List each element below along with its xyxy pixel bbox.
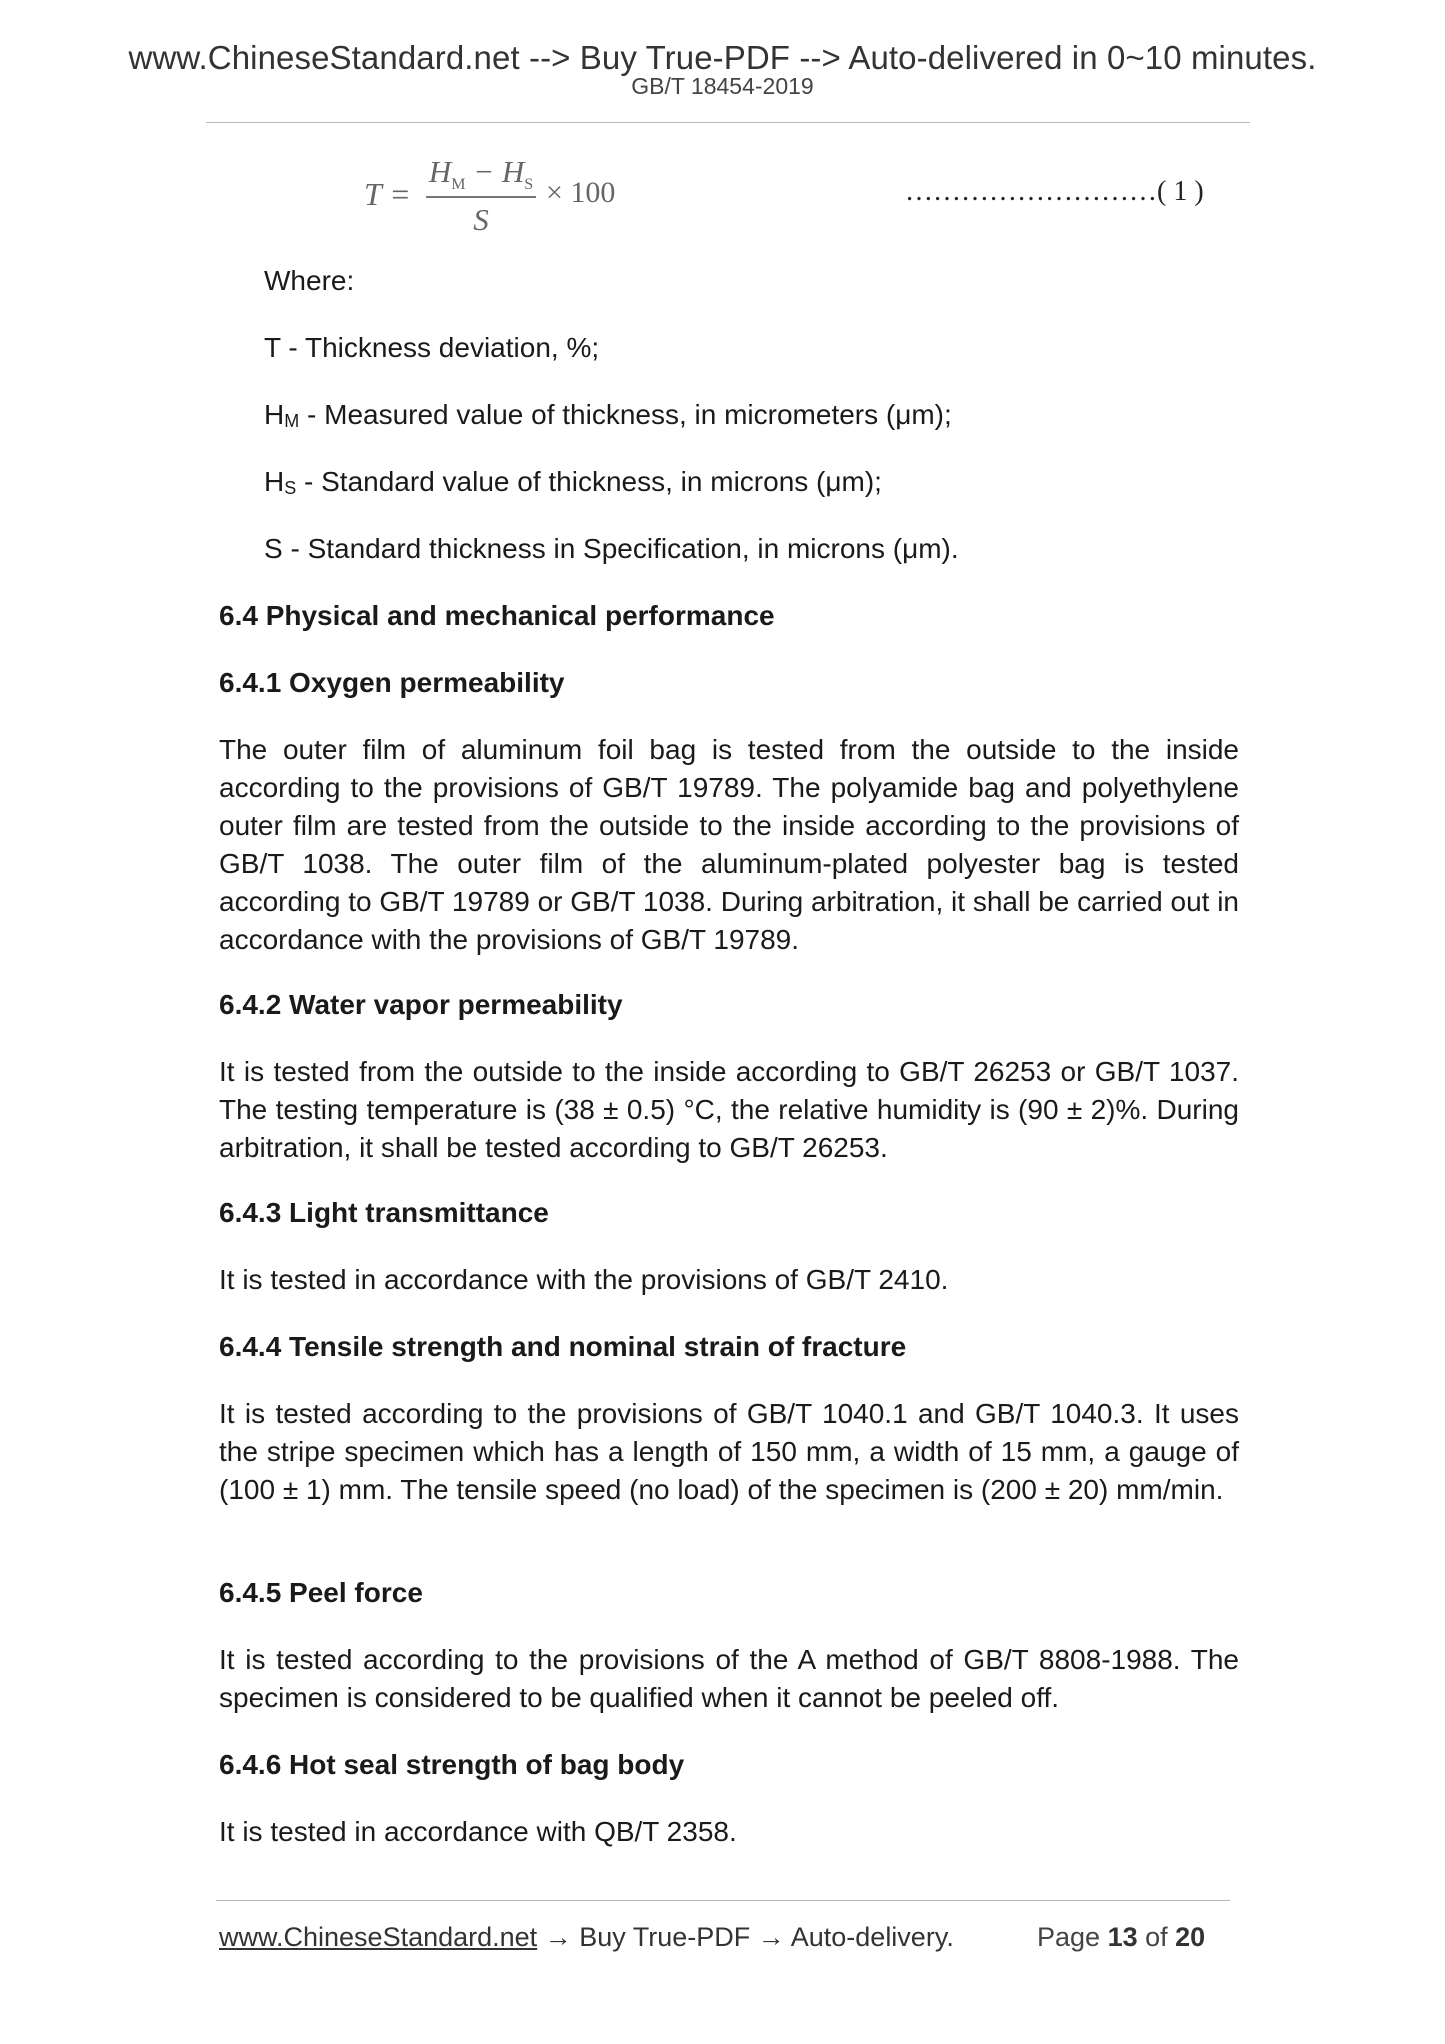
section-heading-6-4-1: 6.4.1 Oxygen permeability (219, 667, 565, 698)
section-heading-6-4-2: 6.4.2 Water vapor permeability (219, 989, 623, 1020)
numerator-symbol-1: H (428, 154, 452, 189)
definition-t (264, 329, 1244, 367)
def-text: - Thickness deviation, %; (280, 332, 600, 363)
def-text: - Standard value of thickness, in microns (μm); (296, 466, 882, 497)
page-number (1037, 1920, 1205, 1954)
section-text-6-4-1: The outer film of aluminum foil bag is tested from the outside to the inside according to the provisions of GB/T 19789. The polyamide bag and polyethylene outer film are tested from the outside to the inside according to the provisions of GB/T 1038. The outer film of the aluminum-plated polyester bag is tested according to GB/T 19789 or GB/T 1038. During arbitration, it shall be carried out in accordance with the provisions of GB/T 19789. (219, 734, 1239, 955)
def-text: - Standard thickness in Specification, in microns (μm). (282, 533, 959, 564)
standard-code: GB/T 18454-2019 (631, 73, 814, 99)
definition-hm (264, 396, 1244, 440)
section-heading-6-4-6: 6.4.6 Hot seal strength of bag body (219, 1749, 685, 1780)
page-of: of (1137, 1922, 1176, 1952)
footer-divider (216, 1900, 1230, 1901)
formula-lhs: T = (364, 176, 411, 212)
formula-denominator: S (473, 202, 489, 237)
equation-number: ………………………( 1 ) (905, 176, 1204, 207)
def-symbol: S (264, 533, 283, 564)
formula-numerator (426, 154, 536, 194)
numerator-minus: − (465, 154, 502, 189)
numerator-symbol-2: H (501, 154, 525, 189)
definition-hs (264, 463, 1244, 507)
section-heading-6-4-5: 6.4.5 Peel force (219, 1577, 423, 1608)
definition-s (264, 530, 1244, 568)
numerator-subscript-2: S (524, 176, 534, 194)
section-text-6-4-4: It is tested according to the provisions of GB/T 1040.1 and GB/T 1040.3. It uses the stripe specimen which has a length of 150 mm, a width of 15 mm, a gauge of (100 ± 1) mm. The tensile speed (no load) of the specimen is (200 ± 20) mm/min. (219, 1398, 1239, 1505)
footer-site-link[interactable]: www.ChineseStandard.net (219, 1922, 538, 1952)
formula-multiplier: × 100 (546, 176, 616, 209)
numerator-subscript-1: M (451, 176, 466, 194)
def-text: - Measured value of thickness, in micrometers (μm); (299, 399, 952, 430)
where-label: Where: (264, 265, 355, 296)
thickness-deviation-formula (364, 148, 664, 238)
fraction-bar (426, 196, 536, 198)
section-heading-6-4-3: 6.4.3 Light transmittance (219, 1197, 549, 1228)
section-heading-6-4: 6.4 Physical and mechanical performance (219, 600, 775, 631)
section-heading-6-4-4: 6.4.4 Tensile strength and nominal strain of fracture (219, 1331, 907, 1362)
page-label: Page (1037, 1922, 1108, 1952)
footer-tail-text: → Buy True-PDF → Auto-delivery. (537, 1922, 954, 1952)
header-divider (206, 122, 1250, 123)
page-total: 20 (1175, 1922, 1206, 1952)
section-text-6-4-5: It is tested according to the provisions of the A method of GB/T 8808-1988. The specimen is considered to be qualified when it cannot be peeled off. (219, 1644, 1239, 1713)
footer-links (219, 1920, 954, 1954)
def-symbol: H (264, 466, 285, 497)
section-text-6-4-6: It is tested in accordance with QB/T 2358. (219, 1816, 737, 1847)
def-symbol: T (264, 332, 281, 363)
def-symbol: H (264, 399, 285, 430)
def-subscript: M (284, 411, 300, 431)
section-text-6-4-3: It is tested in accordance with the provisions of GB/T 2410. (219, 1264, 949, 1295)
section-text-6-4-2: It is tested from the outside to the inside according to GB/T 26253 or GB/T 1037. The testing temperature is (38 ± 0.5) °C, the relative humidity is (90 ± 2)%. During arbitration, it shall be tested according to GB/T 26253. (219, 1056, 1239, 1163)
page-current: 13 (1107, 1922, 1138, 1952)
header-banner: www.ChineseStandard.net --> Buy True-PDF --> Auto-delivered in 0~10 minutes. (128, 39, 1317, 76)
def-subscript: S (284, 478, 297, 498)
